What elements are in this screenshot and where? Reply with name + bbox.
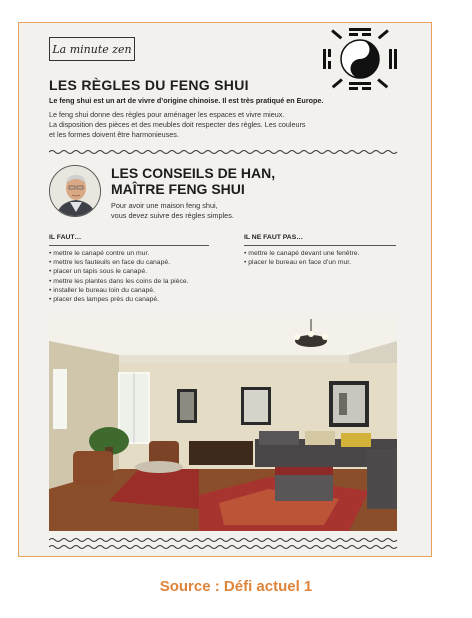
list-item: • mettre le canapé devant une fenêtre. [244, 249, 404, 258]
yin-yang-icon [319, 27, 401, 91]
master-advice [111, 201, 311, 220]
master-title-line: MAÎTRE FENG SHUI [111, 181, 245, 197]
do-heading: IL FAUT… [49, 234, 82, 241]
dont-heading-rule [244, 245, 396, 246]
intro-line: Le feng shui donne des règles pour aménager les espaces et vivre mieux. [49, 110, 285, 119]
source-caption: Source : Défi actuel 1 [159, 578, 313, 595]
list-item: • placer des lampes près du canapé. [49, 295, 229, 304]
list-item: • placer un tapis sous le canapé. [49, 267, 229, 276]
intro-text [49, 110, 409, 140]
intro-line: La disposition des pièces et des meubles doit respecter des règles. Les couleurs [49, 120, 306, 129]
living-room-photo [49, 319, 397, 531]
page-title: LES RÈGLES DU FENG SHUI [49, 77, 249, 93]
dont-heading: IL NE FAUT PAS… [244, 234, 304, 241]
master-title [111, 165, 275, 197]
list-item: • installer le bureau loin du canapé. [49, 286, 229, 295]
list-item: • mettre les plantes dans les coins de la pièce. [49, 277, 229, 286]
advice-line: vous devez suivre des règles simples. [111, 210, 234, 220]
intro-line: et les formes doivent être harmonieuses. [49, 130, 179, 139]
portrait-photo [49, 165, 101, 217]
list-item: • mettre le canapé contre un mur. [49, 249, 229, 258]
dont-list [244, 249, 404, 267]
wavy-divider [49, 537, 399, 543]
list-item: • placer le bureau en face d’un mur. [244, 258, 404, 267]
master-title-line: LES CONSEILS DE HAN, [111, 165, 276, 181]
advice-line: Pour avoir une maison feng shui, [111, 201, 218, 210]
intro-bold-text: Le feng shui est un art de vivre d’origine chinoise. Il est très pratiqué en Europe. [49, 96, 324, 105]
wavy-divider [49, 149, 399, 155]
do-list [49, 249, 229, 304]
wavy-divider [49, 544, 399, 550]
list-item: • mettre les fauteuils en face du canapé. [49, 258, 229, 267]
do-heading-rule [49, 245, 209, 246]
article-card [18, 22, 432, 557]
section-tag: La minute zen [49, 37, 135, 61]
